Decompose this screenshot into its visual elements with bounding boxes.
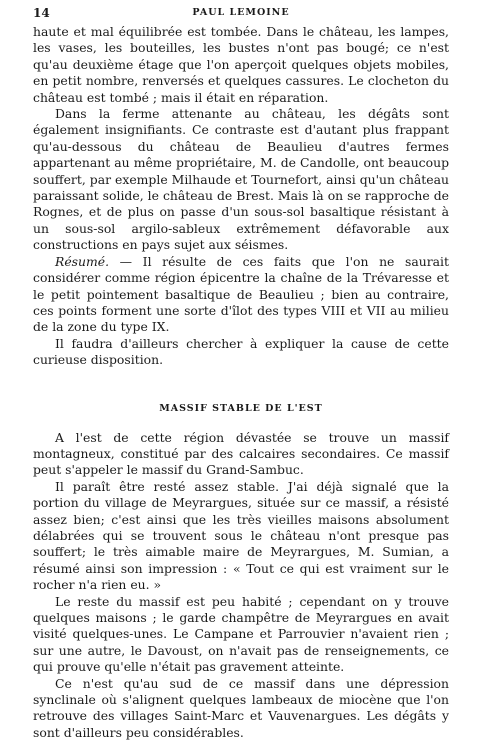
paragraph: A l'est de cette région dévastée se trouve un massif montagneux, constitué par des calcaires secondaires. Ce massif peut s'appeler le massif du Grand-Sambuc. [33,429,449,478]
paragraph: Il paraît être resté assez stable. J'ai déjà signalé que la portion du village de Meyrargues, située sur ce massif, a résisté assez bien; c'est ainsi que les très vieilles maisons absolument délabrées qui se trouvent sous le château n'ont presque pas souffert; le très aimable maire de Meyrargues, M. Sumian, a résumé ainsi son impression : « Tout ce qui est vraiment sur le rocher n'a rien eu. » [33,478,449,593]
paragraph: Il faudra d'ailleurs chercher à expliquer la cause de cette curieuse disposition. [33,335,449,368]
resume-text: — Il résulte de ces faits que l'on ne saurait considérer comme région épicentre la chaîne de la Trévaresse et le petit pointement basaltique de Beaulieu ; bien au contraire, ces points forment une sorte d'îlot des types VIII et VII au milieu de la zone du type IX. [33,253,449,335]
body-text-bottom [33,430,449,741]
page-header [33,6,449,24]
book-page [33,6,449,741]
paragraph: Dans la ferme attenante au château, les dégâts sont également insignifiants. Ce contraste est d'autant plus frappant qu'au-dessous du château de Beaulieu d'autres fermes appartenant au même propriétaire, M. de Candolle, ont beaucoup souffert, par exemple Milhaude et Tournefort, ainsi qu'un château paraissant solide, le château de Brest. Mais là on se rapproche de Rognes, et de plus on passe d'un sous-sol basaltique résistant à un sous-sol argilo-sableux extrêmement défavorable aux constructions en pays sujet aux séismes. [33,106,449,253]
running-head: PAUL LEMOINE [192,7,290,18]
resume-lead: Résumé. [55,253,110,269]
body-text-top [33,24,449,369]
section-title: MASSIF STABLE DE L'EST [159,402,323,414]
page-number: 14 [33,6,50,20]
paragraph: Le reste du massif est peu habité ; cependant on y trouve quelques maisons ; le garde champêtre de Meyrargues en avait visité quelques-unes. Le Campane et Parrouvier n'avaient rien ; sur une autre, le Davoust, on n'avait pas de renseignements, ce qui prouve qu'elle n'était pas gravement atteinte. [33,593,449,675]
paragraph: haute et mal équilibrée est tombée. Dans le château, les lampes, les vases, les bouteilles, les bustes n'ont pas bougé; ce n'est qu'au deuxième étage que l'on aperçoit quelques objets mobiles, en petit nombre, renversés et quelques cassures. Le clocheton du château est tombé ; mais il était en réparation. [33,24,449,105]
paragraph-resume [33,254,449,336]
paragraph: Ce n'est qu'au sud de ce massif dans une dépression synclinale où s'alignent quelques lambeaux de miocène que l'on retrouve des villages Saint-Marc et Vauvenargues. Les dégâts y sont d'ailleurs peu considérables. [33,675,449,740]
